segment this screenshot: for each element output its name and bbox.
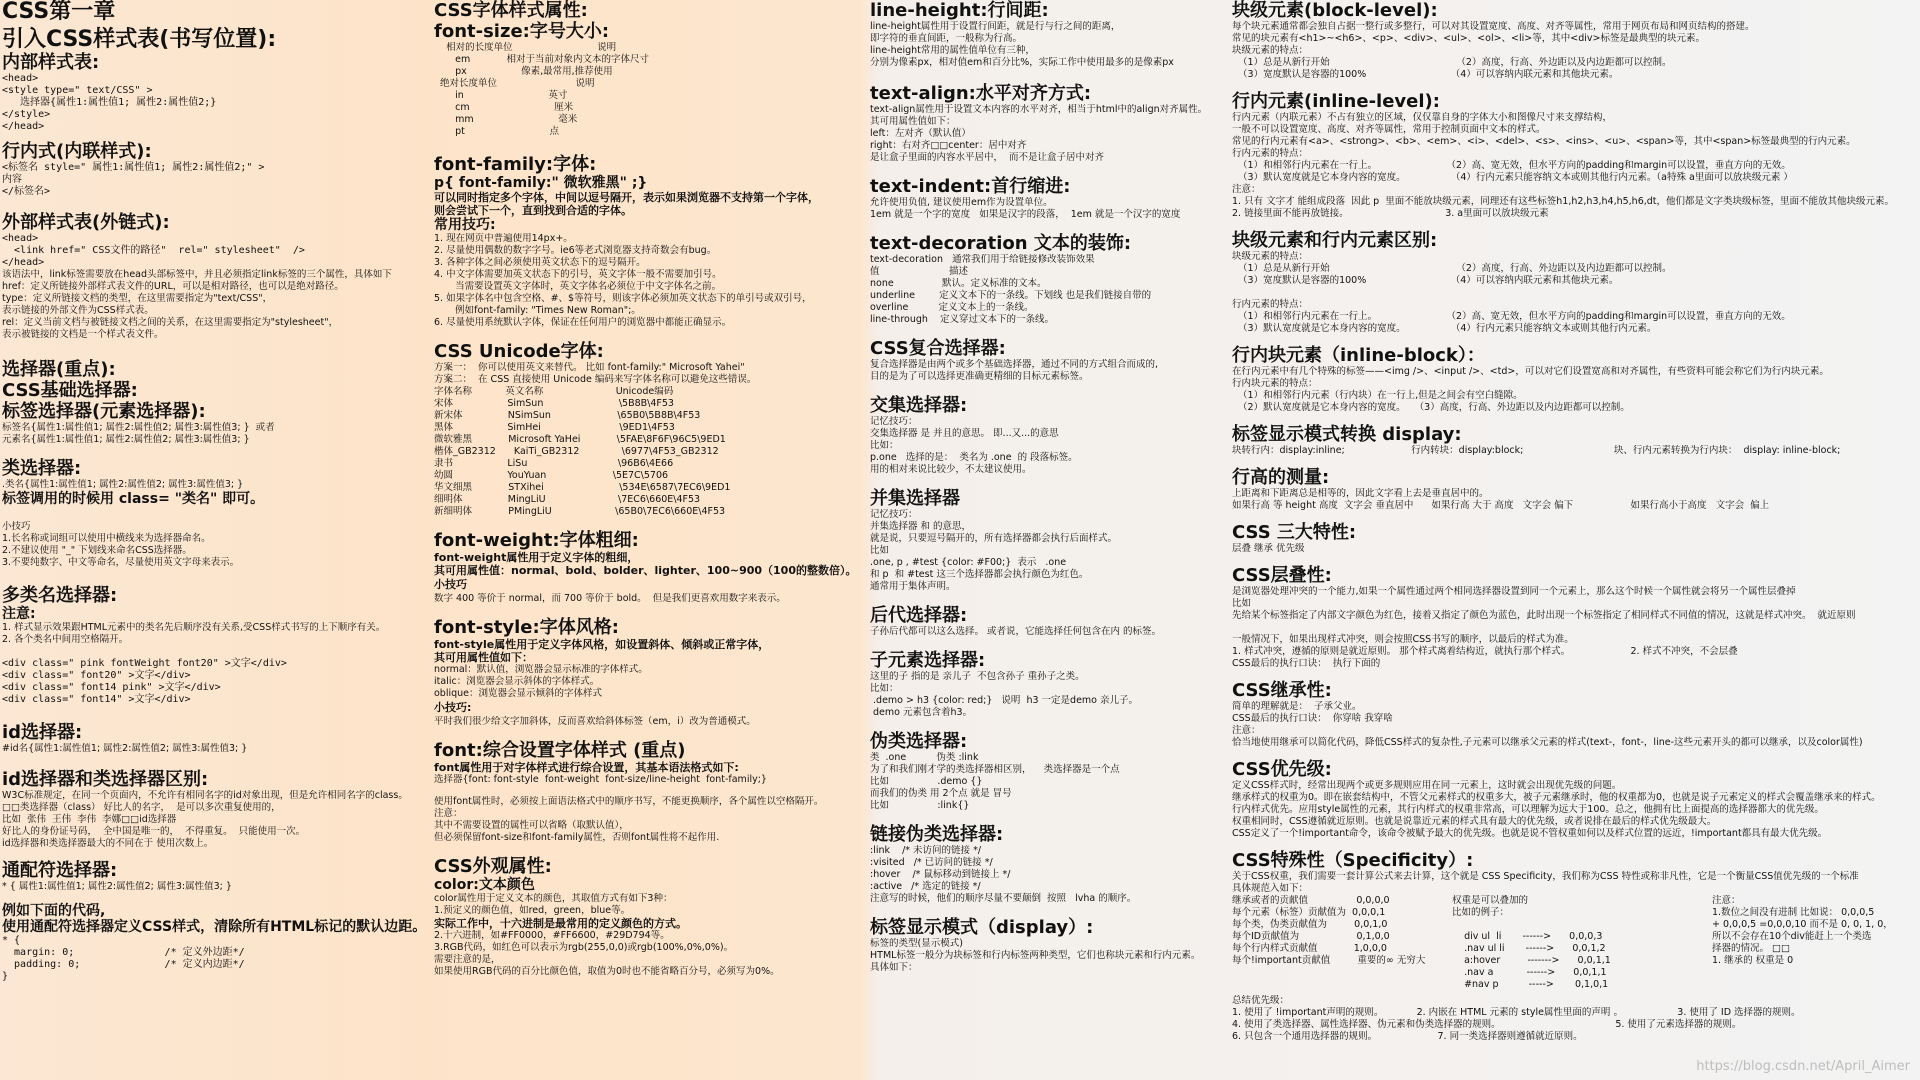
specificity-table: 继承或者的贡献值 0,0,0,0 每个元素（标签）贡献值为 0,0,0,1 每个类，伪类贡献值为 0,0,1,0 每个ID贡献值为 0,1,0,0 每个行内样式贡献值 1,0,0,0 每个!important贡献值 重要的∞ 无穷大 bbox=[1232, 895, 1426, 966]
font-shorthand-syntax: 选择器{font: font-style font-weight font-size/line-height font-family;} bbox=[434, 774, 767, 785]
text-decoration-title: text-decoration 文本的装饰: bbox=[870, 233, 1132, 254]
inline-block-body: 在行内元素中有几个特殊的标签——<img />、<input />、<td>，可以对它们设置宽高和对齐属性，有些资料可能会称它们为行内块元素。 行内块元素的特点： （1）和相邻行内元素（行内块）在一行上,但是之间会有空白缝隙。 （2）默认宽度就是它本身内容的宽度。 （3）高度，行高、外边距以及内边距都可以控制。 bbox=[1232, 366, 1829, 413]
unicode-table: 字体名称 英文名称 Unicode编码 宋体 SimSun \5B8B\4F53 新宋体 NSimSun \65B0\5B8B\4F53 黑体 SimHei \9ED1\4F53 微软雅黑 Microsoft YaHei \5FAE\8F6F\96C5\9ED1 楷体_GB2312 KaiTi_GB2312 \6977\4F53_GB2312 隶书 LiSu \96B6\4E66 幼圆 YouYuan \5E7C\5706 华文细黑 STXihei \534E\6587\7EC6\9ED1 细明体 MingLiU \7EC6\660E\4F53 新细明体 PMingLiU \65B0\7EC6\660E\4F53 bbox=[434, 386, 731, 517]
column-3 bbox=[870, 0, 1230, 1080]
line-measure-body: 上距离和下距离总是相等的，因此文字看上去是垂直居中的。 如果行高 等 height 高度 文字会 垂直居中 如果行高 大于 高度 文字会 偏下 如果行高小于高度 文字会 偏上 bbox=[1232, 488, 1770, 511]
font-family-body: 可以同时指定多个字体，中间以逗号隔开，表示如果浏览器不支持第一个字体， 则会尝试下一个，直到找到合适的字体。 bbox=[434, 191, 819, 217]
composite-body: 复合选择器是由两个或多个基础选择器，通过不同的方式组合而成的, 目的是为了可以选择更准确更精细的目标元素标签。 bbox=[870, 359, 1159, 382]
column-1 bbox=[2, 0, 432, 1080]
inline-block-title: 行内块元素（inline-block）： bbox=[1232, 345, 1485, 366]
inherit-body: 简单的理解就是： 子承父业。 CSS最后的执行口诀： 你穿啥 我穿啥 注意： 恰当地使用继承可以简化代码，降低CSS样式的复杂性,子元素可以继承父元素的样式(text-，font-，line-这些元素开头的都可以继承，以及color属性) bbox=[1232, 701, 1863, 748]
column-2 bbox=[434, 0, 864, 1080]
id-class-diff-title: id选择器和类选择器区别: bbox=[2, 769, 209, 790]
id-class-diff-body: W3C标准规定，在同一个页面内，不允许有相同名字的id对象出现，但是允许相同名字的class。 □□类选择器（class） 好比人的名字， 是可以多次重复使用的， 比如 张伟 王伟 李伟 李娜□□id选择器 好比人的身份证号码， 全中国是唯一的， 不得重复。 只能使用一次。 id选择器和类选择器最大的不同在于 使用次数上。 bbox=[2, 790, 408, 849]
font-style-body: font-style属性用于定义字体风格，如设置斜体、倾斜或正常字体， 其可用属性值如下： bbox=[434, 638, 770, 664]
specificity-title: CSS特殊性（Specificity）: bbox=[1232, 850, 1474, 871]
tag-selector-title: 标签选择器(元素选择器): bbox=[2, 401, 206, 422]
chapter-title: CSS第一章 bbox=[2, 0, 116, 24]
priority-summary-title: 总结优先级： bbox=[1232, 995, 1290, 1006]
font-style-list: normal：默认值，浏览器会显示标准的字体样式。 italic：浏览器会显示斜体的字体样式。 oblique：浏览器会显示倾斜的字体样式 bbox=[434, 664, 648, 699]
pseudo-title: 伪类选择器: bbox=[870, 731, 968, 752]
display-title: 标签显示模式（display）: bbox=[870, 917, 1094, 938]
color-note: 实际工作中，十六进制是最常用的定义颜色的方式。 bbox=[434, 917, 687, 930]
id-selector-body: #id名{属性1:属性值1; 属性2:属性值2; 属性3:属性值3; } bbox=[2, 743, 248, 754]
multi-class-note-title: 注意: bbox=[2, 606, 36, 622]
display-convert-body: 块转行内：display:inline; 行内转块：display:block; 块、行内元素转换为行内块： display: inline-block; bbox=[1232, 445, 1841, 456]
font-size-title: font-size:字号大小: bbox=[434, 21, 610, 42]
font-family-title: font-family:字体: bbox=[434, 154, 597, 175]
selectors-title: 选择器(重点): bbox=[2, 359, 116, 380]
block-title: 块级元素(block-level): bbox=[1232, 0, 1438, 21]
example-code: * { margin: 0; /* 定义外边距*/ padding: 0; /* 定义内边距*/ } bbox=[2, 935, 245, 982]
cascade-body: 是浏览器处理冲突的一个能力,如果一个属性通过两个相同选择器设置到同一个元素上，那么这个时候一个属性就会将另一个属性层叠掉 比如 先给某个标签指定了内部文字颜色为红色，接着又指定了颜色为蓝色，此时出现一个标签指定了相同样式不同值的情况，这就是样式冲突。 就近原则 一般情况下，如果出现样式冲突，则会按照CSS书写的顺序，以最后的样式为准。 1. 样式冲突，遵循的原则是就近原则。 那个样式离着结构近，就执行那个样式。 2. 样式不冲突，不会层叠 CSS最后的执行口诀： 执行下面的 bbox=[1232, 586, 1856, 669]
class-tips: 小技巧 1.长名称或词组可以使用中横线来为选择器命名。 2.不建议使用 "_" 下划线来命名CSS选择器。 3.不要纯数字、中文等命名，尽量使用英文字母来表示。 bbox=[2, 521, 240, 568]
font-weight-tips-title: 小技巧 bbox=[434, 578, 467, 591]
internal-title: 内部样式表: bbox=[2, 52, 100, 73]
link-pseudo-title: 链接伪类选择器: bbox=[870, 824, 1004, 845]
units-table: 相对的长度单位 说明 em 相对于当前对象内文本的字体尺寸 px 像素,最常用,推荐使用 绝对长度单位 说明 in 英寸 cm 厘米 mm 毫米 pt 点 bbox=[440, 42, 649, 137]
multi-class-code: <div class=" pink fontWeight font20" >文字</div> <div class=" font20" >文字</div> <div class=" font14 pink" >文字</div> <div class=" font14" >文字</div> bbox=[2, 658, 287, 705]
multi-class-body: 1. 样式显示效果跟HTML元素中的类名先后顺序没有关系,受CSS样式书写的上下顺序有关。 2. 各个类名中间用空格隔开。 bbox=[2, 622, 386, 645]
text-decoration-body: text-decoration 通常我们用于给链接修改装饰效果 值 描述 none 默认。定义标准的文本。 underline 定义文本下的一条线。下划线 也是我们链接自带的 overline 定义文本上的一条线。 line-through 定义穿过文本下的一条线。 bbox=[870, 254, 1152, 325]
priority-summary: 1. 使用了 !important声明的规则。 2. 内嵌在 HTML 元素的 style属性里面的声明 。 3. 使用了 ID 选择器的规则。 4. 使用了类选择器、属性选择器、伪元素和伪类选择器的规则。 5. 使用了元素选择器的规则。 6. 只包含一个通用选择器的规则。 7. 同一类选择器则遵循就近原则。 bbox=[1232, 1007, 1801, 1042]
font-style-title: font-style:字体风格: bbox=[434, 617, 619, 638]
base-selectors-title: CSS基础选择器: bbox=[2, 380, 138, 401]
specificity-body: 关于CSS权重，我们需要一套计算公式来去计算，这个就是 CSS Specificity，我们称为CSS 特性或称非凡性，它是一个衡量CSS值优先级的一个标准 具体规范入如下： bbox=[1232, 871, 1859, 894]
unicode-title: CSS Unicode字体: bbox=[434, 341, 604, 362]
priority-title: CSS优先级: bbox=[1232, 759, 1332, 780]
color-list: 2.十六进制，如#FF0000，#FF6600，#29D794等。 3.RGB代码，如红色可以表示为rgb(255,0,0)或rgb(100%,0%,0%)。 需要注意的是， 如果使用RGB代码的百分比颜色值，取值为0时也不能省略百分号，必须写为0%。 bbox=[434, 930, 780, 977]
text-indent-body: 允许使用负值, 建议使用em作为设置单位。 1em 就是一个字的宽度 如果是汉字的段落， 1em 就是一个汉字的宽度 bbox=[870, 197, 1181, 220]
font-props-title: CSS字体样式属性: bbox=[434, 0, 588, 21]
font-family-code: p{ font-family:" 微软雅黑" ;} bbox=[434, 175, 648, 191]
intersection-title: 交集选择器: bbox=[870, 395, 968, 416]
font-weight-tips: 数字 400 等价于 normal，而 700 等价于 bold。 但是我们更喜欢用数字来表示。 bbox=[434, 593, 786, 604]
link-pseudo-code: :link /* 未访问的链接 */ :visited /* 已访问的链接 */ :hover /* 鼠标移动到链接上 */ :active /* 选定的链接 */ 注意写的时候，他们的顺序尽量不要颠倒 按照 lvha 的顺序。 bbox=[870, 845, 1137, 904]
text-indent-title: text-indent:首行缩进: bbox=[870, 176, 1071, 197]
union-body: 记忆技巧： 并集选择器 和 的意思， 就是说，只要逗号隔开的，所有选择器都会执行后面样式。 比如 .one, p , #test {color: #F00;} 表示 .one 和 p 和 #test 这三个选择器都会执行颜色为红色。 通常用于集体声明。 bbox=[870, 509, 1118, 592]
unicode-body: 方案一： 你可以使用英文来替代。 比如 font-family:" Microsoft Yahei" 方案二： 在 CSS 直接使用 Unicode 编码来写字体名称可以避免这些错误。 bbox=[434, 362, 757, 385]
font-shorthand-note: 使用font属性时，必须按上面语法格式中的顺序书写，不能更换顺序，各个属性以空格隔开。 注意： 其中不需要设置的属性可以省略（取默认值）， 但必须保留font-size和font-family属性，否则font属性将不起作用. bbox=[434, 796, 824, 843]
watermark-url: https://blog.csdn.net/April_Aimer bbox=[1696, 1059, 1910, 1074]
example-title: 例如下面的代码, bbox=[2, 903, 106, 919]
column-4 bbox=[1232, 0, 1920, 1080]
display-body: 标签的类型(显示模式) HTML标签一般分为块标签和行内标签两种类型，它们也称块元素和行内元素。 具体如下： bbox=[870, 938, 1201, 973]
block-vs-inline-body: 块级元素的特点： （1）总是从新行开始 （2）高度，行高、外边距以及内边距都可以控制。 （3）宽度默认是容器的100% （4）可以容纳内联元素和其他块元素。 行内元素的特点： （1）和相邻行内元素在一行上。 （2）高、宽无效，但水平方向的padding和margin可以设置，垂直方向的无效。 （3）默认宽度就是它本身内容的宽度。 （4）行内元素只能容纳文本或则其他行内元素。 bbox=[1232, 251, 1791, 334]
three-features-title: CSS 三大特性: bbox=[1232, 522, 1357, 543]
external-body: 该语法中，link标签需要放在head头部标签中，并且必须指定link标签的三个属性，具体如下 href：定义所链接外部样式表文件的URL，可以是相对路径，也可以是绝对路径。 type：定义所链接文档的类型，在这里需要指定为"text/CSS"， 表示链接的外部文件为CSS样式表。 rel：定义当前文档与被链接文档之间的关系，在这里需要指定为"stylesheet"， 表示被链接的文档是一个样式表文件。 bbox=[2, 269, 392, 340]
line-height-body: line-height属性用于设置行间距，就是行与行之间的距离， 即字符的垂直间距，一般称为行高。 line-height常用的属性值单位有三种， 分别为像素px，相对值em和百分比%，实际工作中使用最多的是像素px bbox=[870, 21, 1174, 68]
union-title: 并集选择器 bbox=[870, 488, 960, 509]
descendant-body: 子孙后代都可以这么选择。 或者说，它能选择任何包含在内 的标签。 bbox=[870, 626, 1162, 637]
font-style-tips: 平时我们很少给文字加斜体，反而喜欢给斜体标签（em，i）改为普通模式。 bbox=[434, 716, 756, 727]
wildcard-body: * { 属性1:属性值1; 属性2:属性值2; 属性3:属性值3; } bbox=[2, 881, 232, 892]
block-body: 每个块元素通常都会独自占据一整行或多整行，可以对其设置宽度、高度、对齐等属性，常用于网页布局和网页结构的搭建。 常见的块元素有<h1>~<h6>、<p>、<div>、<ul>、<ol>、<li>等，其中<div>标签是最典型的块元素。 块级元素的特点： （1）总是从新行开始 （2）高度，行高、外边距以及内边距都可以控制。 （3）宽度默认是容器的100% （4）可以容纳内联元素和其他块元素。 bbox=[1232, 21, 1755, 80]
inline-body: 行内元素（内联元素）不占有独立的区域，仅仅靠自身的字体大小和图像尺寸来支撑结构， 一般不可以设置宽度、高度、对齐等属性，常用于控制页面中文本的样式。 常见的行内元素有<a>、<strong>、<b>、<em>、<i>、<del>、<s>、<ins>、<u>、<span>等，其中<span>标签最典型的行内元素。 行内元素的特点： （1）和相邻行内元素在一行上。 （2）高、宽无效，但水平方向的padding和margin可以设置，垂直方向的无效。 （3）默认宽度就是它本身内容的宽度。 （4）行内元素只能容纳文本或则其他行内元素。（a特殊 a里面可以放块级元素 ） 注意： 1. 只有 文字才 能组成段落 因此 p 里面不能放块级元素，同理还有这些标签h1,h2,h3,h4,h5,h6,dt，他们都是文字类块级标签，里面不能放其他块级元素。 2. 链接里面不能再放链接。 3. a里面可以放块级元素 bbox=[1232, 112, 1895, 219]
external-title: 外部样式表(外链式): bbox=[2, 212, 170, 233]
color-title: color:文本颜色 bbox=[434, 877, 535, 893]
intersection-body: 记忆技巧： 交集选择器 是 并且的意思。 即...又...的意思 比如： p.one 选择的是： 类名为 .one 的 段落标签。 用的相对来说比较少，不太建议使用。 bbox=[870, 416, 1078, 475]
example-desc: 使用通配符选择器定义CSS样式，清除所有HTML标记的默认边距。 bbox=[2, 919, 427, 935]
class-selector-title: 类选择器: bbox=[2, 458, 82, 479]
id-selector-title: id选择器: bbox=[2, 722, 83, 743]
inherit-title: CSS继承性: bbox=[1232, 680, 1332, 701]
color-body: color属性用于定义文本的颜色，其取值方式有如下3种： 1.预定义的颜色值，如red，green，blue等。 bbox=[434, 893, 673, 916]
tag-selector-body: 标签名{属性1:属性值1; 属性2:属性值2; 属性3:属性值3; } 或者 元素名{属性1:属性值1; 属性2:属性值2; 属性3:属性值3; } bbox=[2, 422, 275, 445]
font-shorthand-title: font:综合设置字体样式 (重点) bbox=[434, 740, 686, 761]
pseudo-body: 类 .one 伪类 :link 为了和我们刚才学的类选择器相区别， 类选择器是一个点 比如 .demo {} 而我们的伪类 用 2个点 就是 冒号 比如 :link{} bbox=[870, 752, 1120, 811]
child-body: 这里的子 指的是 亲儿子 不包含孙子 重孙子之类。 比如： .demo > h3 {color: red;} 说明 h3 一定是demo 亲儿子。 demo 元素包含着h3。 bbox=[870, 671, 1139, 718]
three-features-body: 层叠 继承 优先级 bbox=[1232, 543, 1305, 554]
cascade-title: CSS层叠性: bbox=[1232, 565, 1332, 586]
specificity-example: 权重是可以叠加的 比如的例子： div ul li ------> 0,0,0,3 .nav ul li ------> 0,0,1,2 a:hover -------> 0,0,1,1 .nav a ------> 0,0,1,1 #nav p -----> 0,1,0,1 bbox=[1452, 895, 1611, 990]
appearance-title: CSS外观属性: bbox=[434, 856, 552, 877]
descendant-title: 后代选择器: bbox=[870, 605, 968, 626]
text-align-title: text-align:水平对齐方式: bbox=[870, 83, 1092, 104]
font-style-tips-title: 小技巧: bbox=[434, 701, 472, 714]
class-usage: 标签调用的时候用 class= "类名" 即可。 bbox=[2, 491, 265, 507]
class-selector-body: .类名{属性1:属性值1; 属性2:属性值2; 属性3:属性值3; } bbox=[2, 479, 244, 490]
child-title: 子元素选择器: bbox=[870, 650, 986, 671]
font-family-tips-title: 常用技巧: bbox=[434, 217, 496, 233]
inline-title: 行内元素(inline-level): bbox=[1232, 91, 1440, 112]
external-code: <head> <link href=" CSS文件的路径" rel=" stylesheet" /> </head> bbox=[2, 233, 305, 268]
display-convert-title: 标签显示模式转换 display: bbox=[1232, 424, 1462, 445]
intro-title: 引入CSS样式表(书写位置): bbox=[2, 27, 277, 52]
specificity-grid bbox=[1232, 895, 1920, 990]
inline-style-title: 行内式(内联样式): bbox=[2, 141, 152, 162]
font-weight-title: font-weight:字体粗细: bbox=[434, 530, 639, 551]
inline-style-code: <标签名 style=" 属性1:属性值1; 属性2:属性值2;" > 内容 </标签名> bbox=[2, 162, 265, 197]
text-align-body: text-align属性用于设置文本内容的水平对齐，相当于html中的align对齐属性。 其可用属性值如下： left：左对齐（默认值） right：右对齐□□center：居中对齐 是让盒子里面的内容水平居中， 而不是让盒子居中对齐 bbox=[870, 104, 1208, 163]
line-height-title: line-height:行间距: bbox=[870, 0, 1049, 21]
font-weight-body: font-weight属性用于定义字体的粗细， 其可用属性值：normal、bold、bolder、lighter、100~900（100的整数倍）。 bbox=[434, 551, 857, 577]
line-measure-title: 行高的测量: bbox=[1232, 467, 1330, 488]
wildcard-title: 通配符选择器: bbox=[2, 860, 118, 881]
internal-code: <head> <style type=" text/CSS" > 选择器{属性1:属性值1; 属性2:属性值2;} </style> </head> bbox=[2, 73, 217, 132]
block-vs-inline-title: 块级元素和行内元素区别: bbox=[1232, 230, 1438, 251]
font-shorthand-body: font属性用于对字体样式进行综合设置，其基本语法格式如下: bbox=[434, 761, 739, 774]
priority-body: 定义CSS样式时，经常出现两个或更多规则应用在同一元素上，这时就会出现优先级的问题。 继承样式的权重为0。即在嵌套结构中，不管父元素样式的权重多大，被子元素继承时，他的权重都为0，也就是说子元素定义的样式会覆盖继承来的样式。 行内样式优先。应用style属性的元素，其行内样式的权重非常高，可以理解为远大于100。总之，他拥有比上面提高的选择器都大的优先级。 权重相同时，CSS遵循就近原则。也就是说靠近元素的样式具有最大的优先级，或者说排在最后的样式优先级最大。 CSS定义了一个!important命令，该命令被赋予最大的优先级。也就是说不管权重如何以及样式位置的远近，!important都具有最大优先级。 bbox=[1232, 780, 1881, 839]
specificity-note: 注意： 1.数位之间没有进制 比如说： 0,0,0,5 + 0,0,0,5 =0,0,0,10 而不是 0, 0, 1, 0， 所以不会存在10个div能赶上一个类选 择器的情况。 □□ 1. 继承的 权重是 0 bbox=[1712, 895, 1893, 966]
composite-title: CSS复合选择器: bbox=[870, 338, 1006, 359]
font-family-tips: 1. 现在网页中普遍使用14px+。 2. 尽量使用偶数的数字字号。ie6等老式浏览器支持奇数会有bug。 3. 各种字体之间必须使用英文状态下的逗号隔开。 4. 中文字体需要加英文状态下的引号，英文字体一般不需要加引号。 当需要设置英文字体时，英文字体名必须位于中文字体名之前。 5. 如果字体名中包含空格、#、$等符号，则该字体必须加英文状态下的单引号或双引号， 例如font-family: "Times New Roman";。 6. 尽量使用系统默认字体，保证在任何用户的浏览器中都能正确显示。 bbox=[434, 233, 812, 328]
multi-class-title: 多类名选择器: bbox=[2, 585, 118, 606]
